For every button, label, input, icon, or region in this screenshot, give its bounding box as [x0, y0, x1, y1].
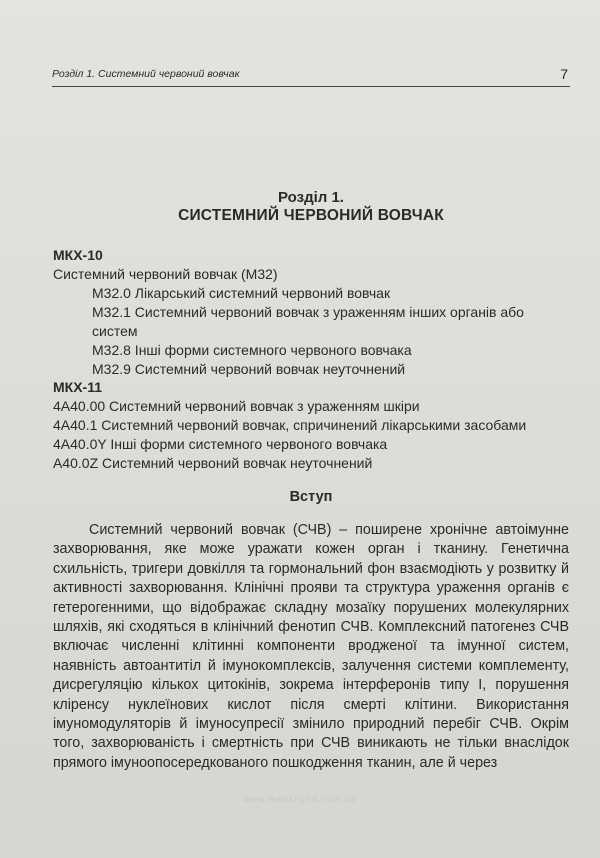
icd11-item: 4A40.00 Системний червоний вовчак з ураженням шкіри [53, 398, 420, 414]
icd10-item: M32.1 Системний червоний вовчак з ураженням інших органів або [92, 304, 524, 320]
icd11-heading: МКХ-11 [53, 379, 103, 395]
icd11-item: 4A40.1 Системний червоний вовчак, спричинений лікарськими засобами [53, 417, 527, 433]
icd11-item: A40.0Z Системний червоний вовчак неуточнений [53, 455, 373, 471]
icd10-item: M32.0 Лікарський системний червоний вовчак [92, 285, 391, 301]
icd10-heading: МКХ-10 [53, 247, 103, 263]
icd10-main: Системний червоний вовчак (M32) [53, 266, 278, 282]
running-header-title: Розділ 1. Системний червоний вовчак [52, 68, 240, 80]
intro-paragraph: Системний червоний вовчак (СЧВ) – поширене хронічне автоімунне захворювання, яке може уражати кожен орган і тканину. Генетична схильність, тригери довкілля та гормональний фон взаємодіють у розвитку й активності захворювання. Клінічні прояви та структура ураження органів є гетерогенними, що відображає складну мозаїку порушених молекулярних шляхів, які сходяться в клінічний фенотип СЧВ. Комплексний патогенез СЧВ включає численні клітинні компоненти вродженої та імунної систем, наявність автоантитіл й імунокомплексів, залучення системи комплементу, дисрегуляцію кількох цитокінів, зокрема інтерферонів типу I, порушення кліренсу нуклеїнових кислот після смерті клітини. Використання імуномодуляторів й імуносупресії змінило природний перебіг СЧВ. Окрім того, захворюваність і смертність при СЧВ виникають не тільки внаслідок прямого імуноопосередкованого пошкодження тканин, але й через [53, 522, 569, 771]
intro-heading: Вступ [289, 489, 333, 505]
page-number: 7 [560, 66, 568, 82]
icd10-item: M32.9 Системний червоний вовчак неуточнений [92, 361, 406, 377]
running-header [52, 66, 570, 87]
chapter-label: Розділ 1. [278, 189, 344, 206]
icd10-item: систем [92, 323, 138, 339]
icd10-item: M32.8 Інші форми системного червоного вовчака [92, 342, 412, 358]
chapter-title: СИСТЕМНИЙ ЧЕРВОНИЙ ВОВЧАК [178, 207, 444, 224]
watermark: www.medknyha.com.ua [242, 794, 358, 804]
icd11-item: 4A40.0Y Інші форми системного червоного вовчака [53, 436, 388, 452]
